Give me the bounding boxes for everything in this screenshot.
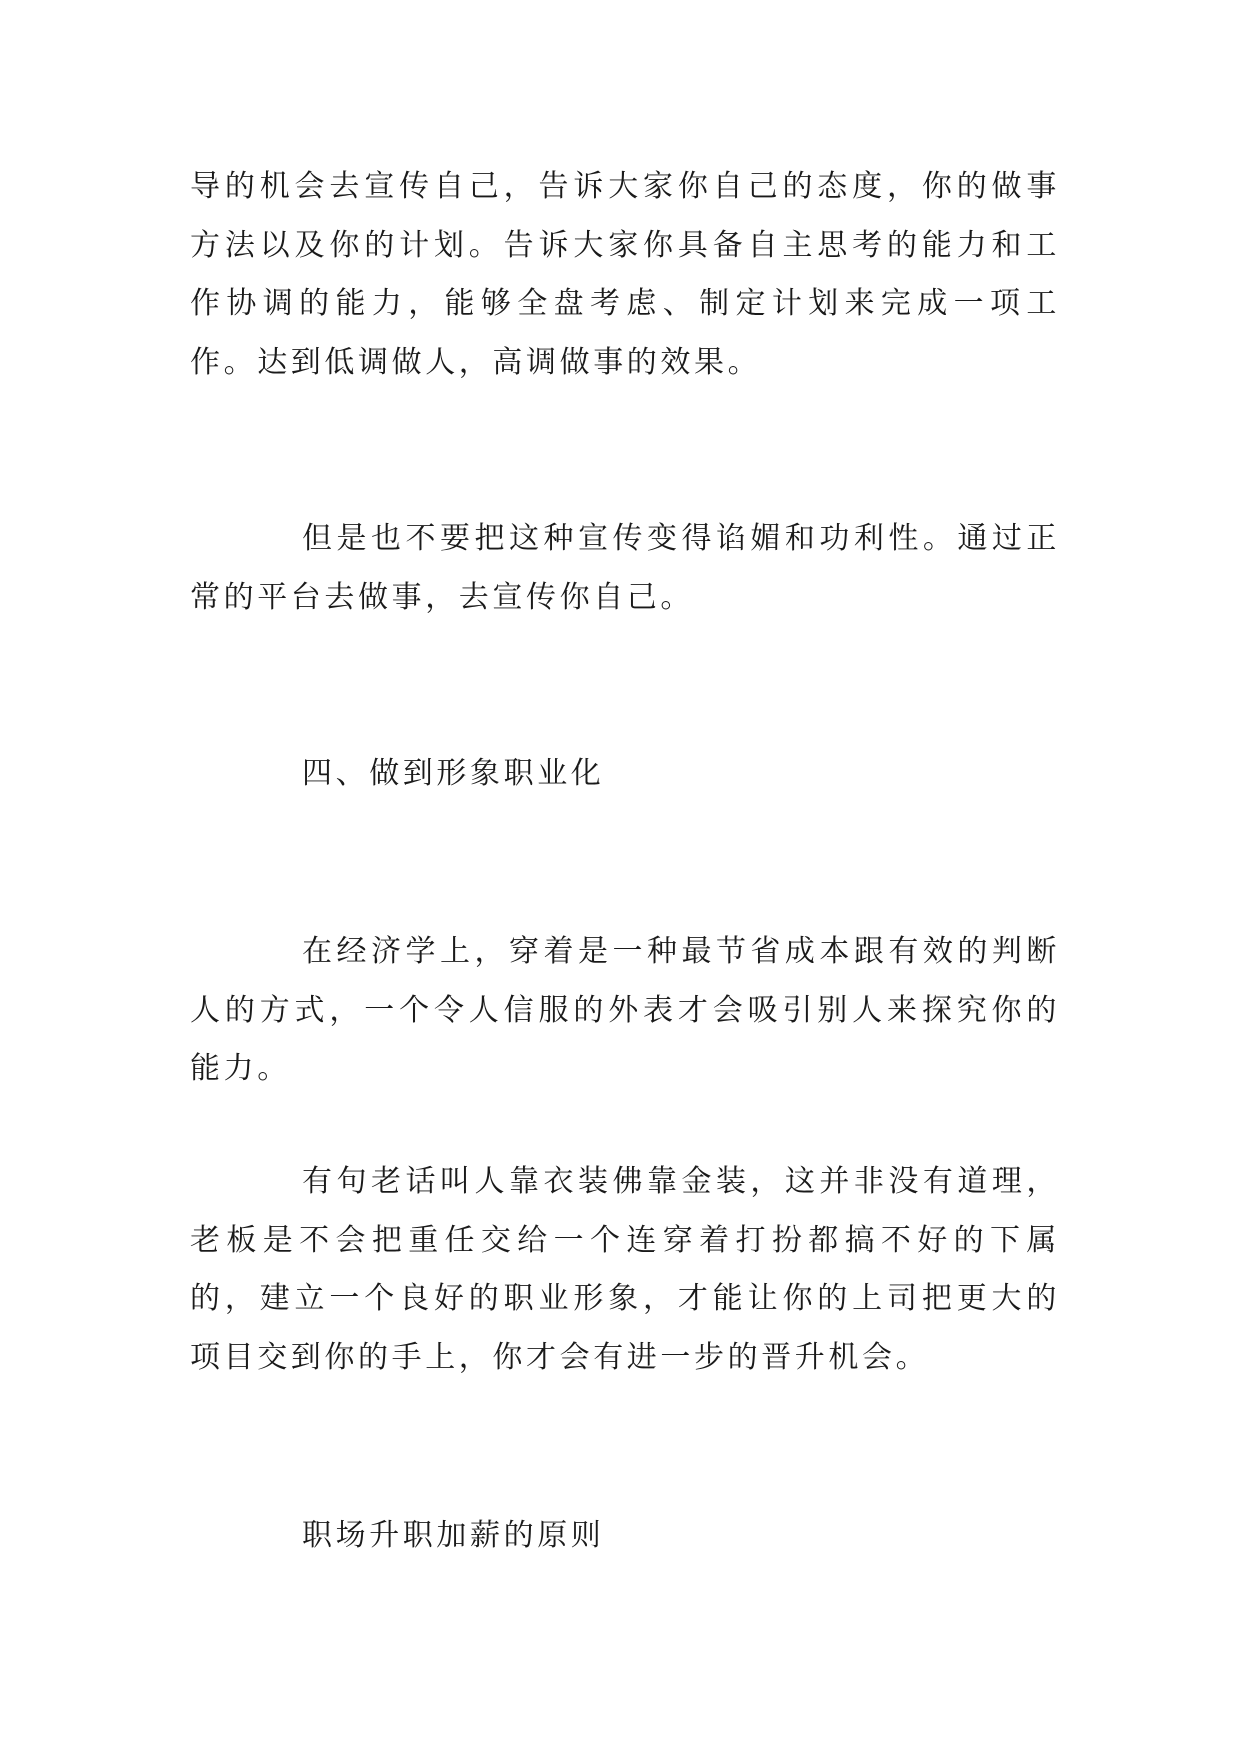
body-paragraph: 在经济学上，穿着是一种最节省成本跟有效的判断人的方式，一个令人信服的外表才会吸引别人来探究你的能力。 <box>190 934 1060 1086</box>
body-paragraph: 有句老话叫人靠衣装佛靠金装，这并非没有道理，老板是不会把重任交给一个连穿着打扮都搞不好的下属的，建立一个良好的职业形象，才能让你的上司把更大的项目交到你的手上，你才会有进一步的晋升机会。 <box>190 1164 1060 1375</box>
body-paragraph: 导的机会去宣传自己，告诉大家你自己的态度，你的做事方法以及你的计划。告诉大家你具备自主思考的能力和工作协调的能力，能够全盘考虑、制定计划来完成一项工作。达到低调做人，高调做事的效果。 <box>190 169 1060 380</box>
section-heading: 职场升职加薪的原则 <box>302 1518 605 1553</box>
section-heading: 四、做到形象职业化 <box>302 756 605 791</box>
body-paragraph: 但是也不要把这种宣传变得谄媚和功利性。通过正常的平台去做事，去宣传你自己。 <box>190 521 1060 615</box>
